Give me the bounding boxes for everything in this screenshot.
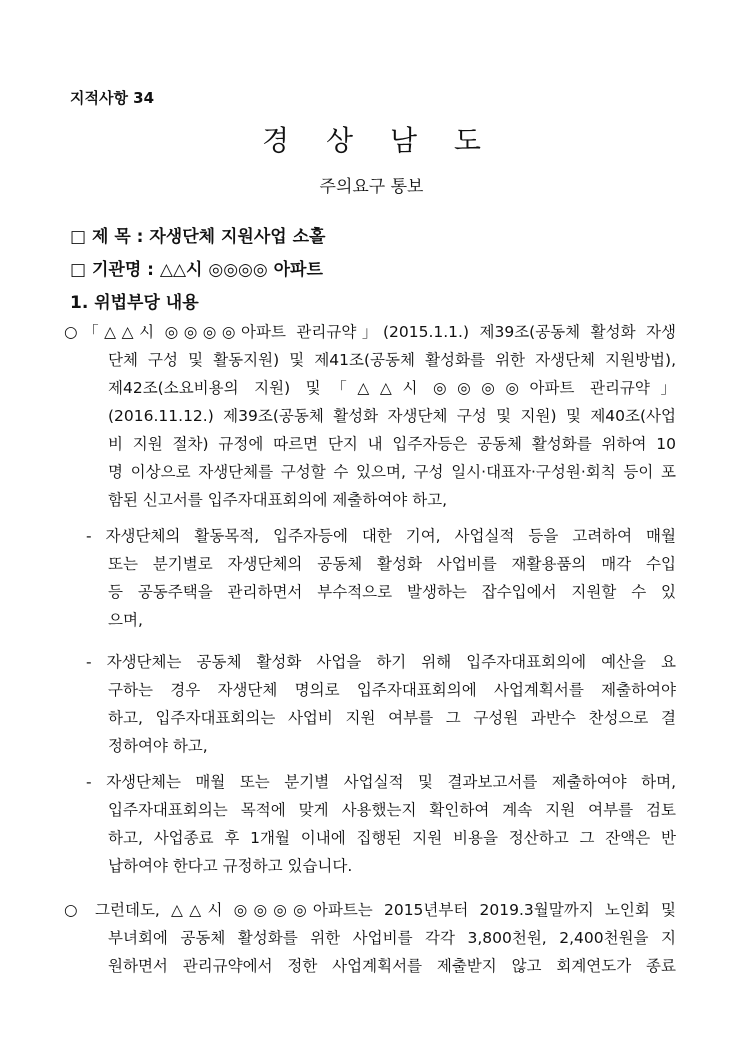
text-line: 단체 구성 및 활동지원) 및 제41조(공동체 활성화를 위한 자생단체 지원방법), (108, 351, 676, 369)
text-line: 또는 분기별로 자생단체의 공동체 활성화 사업비를 재활용품의 매각 수입 (108, 555, 676, 573)
document-subtitle: 주의요구 통보 (319, 177, 424, 197)
text-line: - 자생단체는 매월 또는 분기별 사업실적 및 결과보고서를 제출하여야 하며, (86, 773, 676, 791)
subject-line: □ 제 목 : 자생단체 지원사업 소홀 (70, 227, 326, 247)
text-line: ○「△△시 ◎◎◎◎아파트 관리규약」(2015.1.1.) 제39조(공동체 활성화 자생 (64, 323, 676, 341)
text-line: 하고, 입주자대표회의는 사업비 지원 여부를 그 구성원 과반수 찬성으로 결 (108, 709, 676, 727)
text-line: 납하여야 한다고 규정하고 있습니다. (108, 857, 353, 875)
text-line: 으며, (108, 611, 143, 629)
text-line: 하고, 사업종료 후 1개월 이내에 집행된 지원 비용을 정산하고 그 잔액은 반 (108, 829, 676, 847)
text-line: 명 이상으로 자생단체를 구성할 수 있으며, 구성 일시·대표자·구성원·회칙 등이 포 (108, 463, 676, 481)
text-line: 정하여야 하고, (108, 737, 208, 755)
document-title: 경 상 남 도 (262, 124, 495, 157)
text-line: - 자생단체의 활동목적, 입주자등에 대한 기여, 사업실적 등을 고려하여 매월 (86, 527, 676, 545)
section-heading: 1. 위법부당 내용 (70, 293, 199, 313)
text-line: 부녀회에 공동체 활성화를 위한 사업비를 각각 3,800천원, 2,400천원을 지 (108, 929, 676, 947)
text-line: 제42조(소요비용의 지원) 및「△△시 ◎◎◎◎아파트 관리규약」 (108, 379, 676, 397)
text-line: 등 공동주택을 관리하면서 부수적으로 발생하는 잡수입에서 지원할 수 있 (108, 583, 676, 601)
agency-line: □ 기관명 : △△시 ◎◎◎◎ 아파트 (70, 260, 323, 280)
text-line: ○ 그런데도, △△시 ◎◎◎◎아파트는 2015년부터 2019.3월말까지 노인회 및 (64, 901, 676, 919)
text-line: 함된 신고서를 입주자대표회의에 제출하여야 하고, (108, 491, 448, 509)
text-line: (2016.11.12.) 제39조(공동체 활성화 자생단체 구성 및 지원) 및 제40조(사업 (108, 407, 676, 425)
text-line: 입주자대표회의는 목적에 맞게 사용했는지 확인하여 계속 지원 여부를 검토 (108, 801, 676, 819)
finding-number: 지적사항 34 (70, 89, 155, 107)
text-line: 원하면서 관리규약에서 정한 사업계획서를 제출받지 않고 회계연도가 종료 (108, 957, 676, 975)
text-line: 비 지원 절차) 규정에 따르면 단지 내 입주자등은 공동체 활성화를 위하여 10 (108, 435, 676, 453)
text-line: - 자생단체는 공동체 활성화 사업을 하기 위해 입주자대표회의에 예산을 요 (86, 653, 676, 671)
text-line: 구하는 경우 자생단체 명의로 입주자대표회의에 사업계획서를 제출하여야 (108, 681, 676, 699)
